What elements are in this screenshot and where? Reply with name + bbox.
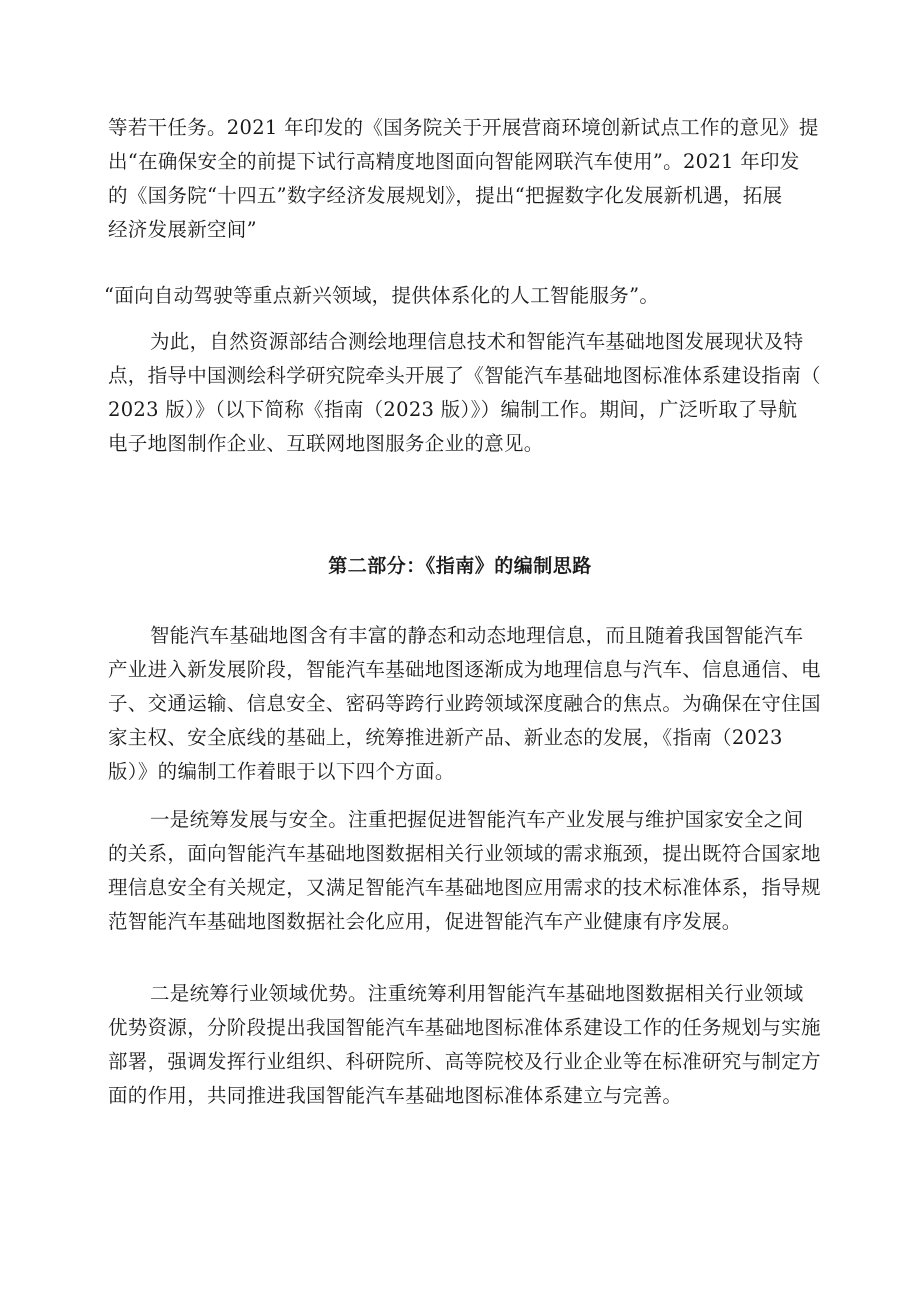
section2-para3-line: 优势资源，分阶段提出我国智能汽车基础地图标准体系建设工作的任务规划与实施 [108,1016,821,1039]
section-heading: 第二部分：《指南》的编制思路 [328,555,592,577]
section2-para2-line: 一是统筹发展与安全。注重把握促进智能汽车产业发展与维护国家安全之间 [150,808,804,831]
intro-line: 的《国务院“十四五”数字经济发展规划》，提出“把握数字化发展新机遇，拓展 [108,184,783,207]
preface-line: 2023 版）》（以下简称《指南（2023 版）》）编制工作。期间，广泛听取了导航 [108,398,798,421]
section2-para1-line: 智能汽车基础地图含有丰富的静态和动态地理信息，而且随着我国智能汽车 [150,624,804,647]
section2-para2-line: 范智能汽车基础地图数据社会化应用，促进智能汽车产业健康有序发展。 [108,910,742,933]
intro-line: “面向自动驾驶等重点新兴领域，提供体系化的人工智能服务”。 [104,284,660,307]
section2-para3-line: 面的作用，共同推进我国智能汽车基础地图标准体系建立与完善。 [108,1084,683,1107]
section2-para2-line: 的关系，面向智能汽车基础地图数据相关行业领域的需求瓶颈，提出既符合国家地 [108,842,821,865]
section2-para1-line: 子、交通运输、信息安全、密码等跨行业跨领域深度融合的焦点。为确保在守住国 [108,692,821,715]
preface-line: 点，指导中国测绘科学研究院牵头开展了《智能汽车基础地图标准体系建设指南（ [108,364,821,387]
section2-para1-line: 版）》的编制工作着眼于以下四个方面。 [108,760,455,783]
section2-para3-line: 二是统筹行业领域优势。注重统筹利用智能汽车基础地图数据相关行业领域 [150,982,804,1005]
intro-line: 经济发展新空间” [108,218,257,241]
section2-para3-line: 部署，强调发挥行业组织、科研院所、高等院校及行业企业等在标准研究与制定方 [108,1050,821,1073]
preface-line: 电子地图制作企业、互联网地图服务企业的意见。 [108,432,544,455]
preface-line: 为此，自然资源部结合测绘地理信息技术和智能汽车基础地图发展现状及特 [150,330,804,353]
section2-para1-line: 产业进入新发展阶段，智能汽车基础地图逐渐成为地理信息与汽车、信息通信、电 [108,658,821,681]
intro-line: 等若干任务。2021 年印发的《国务院关于开展营商环境创新试点工作的意见》提 [108,116,819,139]
section2-para1-line: 家主权、安全底线的基础上，统筹推进新产品、新业态的发展，《指南（2023 [108,726,783,749]
intro-line: 出“在确保安全的前提下试行高精度地图面向智能网联汽车使用”。2021 年印发 [108,150,800,173]
section2-para2-line: 理信息安全有关规定，又满足智能汽车基础地图应用需求的技术标准体系，指导规 [108,876,821,899]
